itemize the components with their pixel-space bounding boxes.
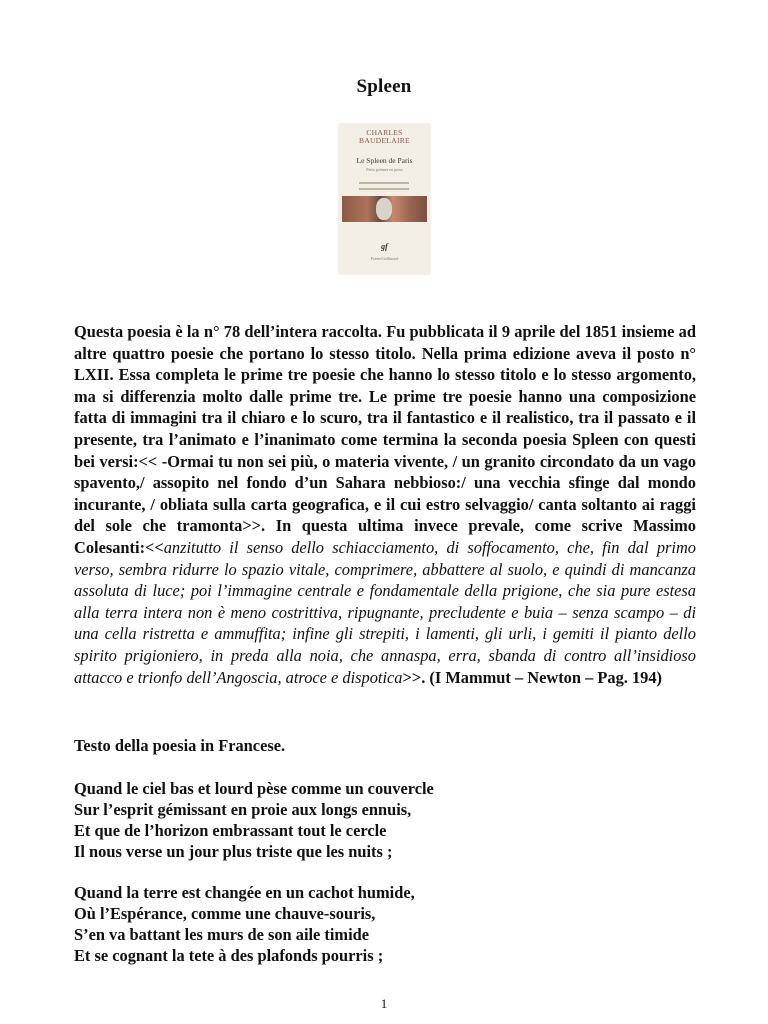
intro-text: Questa poesia è la n° 78 dell’intera raccolta. Fu pubblicata il 9 aprile del 1851 insieme ad altre quattro poesie che portano lo stesso titolo. Nella prima edizione aveva il posto n° LXII. Essa completa le prime tre poesie che hanno lo stesso titolo e lo stesso argomento, ma si differenzia molto dalle prime tre. Le prime tre poesie hanno una composizione fatta di immagini tra il chiaro e lo scuro, tra il fantastico e il realistico, tra il passato e il presente, tra l’animato e l’inanimato come termina la seconda poesia Spleen con questi bei versi:<< -Ormai tu non sei più, o materia vivente, / un granito circondato da un vago spavento,/ assopito nel fondo d’un Sahara nebbioso:/ una vecchia sfinge dal mondo incurante, / obliata sulla carta geografica, e il cui estro selvaggio/ canta soltanto ai raggi del sole che tramonta>>. In questa ultima invece prevale, come scrive Massimo Colesanti:<< <box>74 322 696 557</box>
citation-text: >>. (I Mammut – Newton – Pag. 194) <box>402 667 663 687</box>
verse-line: S’en va battant les murs de son aile timide <box>74 925 370 944</box>
page-number: 1 <box>380 996 388 1011</box>
verse-line: Sur l’esprit gémissant en proie aux longs ennuis, <box>74 800 412 819</box>
verse-line: Quand la terre est changée en un cachot humide, <box>74 883 415 902</box>
verse-line: Quand le ciel bas et lourd pèse comme un couvercle <box>74 779 434 798</box>
verse-line: Il nous verse un jour plus triste que les nuits ; <box>74 842 393 861</box>
poem-heading: Testo della poesia in Francese. <box>74 736 286 755</box>
cover-divider <box>359 182 409 184</box>
colesanti-quote: anzitutto il senso dello schiacciamento, di soffocamento, che, fin dal primo verso, sembra ridurre lo spazio vitale, comprimere, abbattere al suolo, e quindi di mancanza assoluta di luce; poi l’immagine centrale e fondamentale della prigione, che sia pure estesa alla terra intera non è meno costrittiva, ripugnante, precludente e buia – senza scampo – di una cella ristretta e ammuffita; infine gli strepiti, i lamenti, gli urli, i gemiti il pianto dello spirito prigioniero, in preda alla noia, che annaspa, erra, sbanda di contro all’insidioso attacco e trionfo dell’Angoscia, atroce e dispotica <box>74 537 696 687</box>
verse-line: Où l’Espérance, comme une chauve-souris, <box>74 904 376 923</box>
stanza-2 <box>74 882 714 966</box>
cover-book-subtitle: Petits poèmes en prose <box>366 167 403 172</box>
book-cover-image <box>339 124 430 274</box>
cover-portrait-photo <box>342 196 427 222</box>
verse-line: Et se cognant la tete à des plafonds pourris ; <box>74 946 384 965</box>
cover-book-title: Le Spleen de Paris <box>356 156 413 165</box>
verse-line: Et que de l’horizon embrassant tout le cercle <box>74 821 387 840</box>
cover-divider <box>359 188 409 190</box>
stanza-1 <box>74 778 714 862</box>
cover-publisher-logo: gf <box>381 242 388 251</box>
page-title: Spleen <box>356 76 412 97</box>
intro-paragraph <box>74 321 696 688</box>
cover-publisher-name: Poésie/Gallimard <box>370 256 399 261</box>
cover-author: CHARLES BAUDELAIRE <box>359 128 410 145</box>
